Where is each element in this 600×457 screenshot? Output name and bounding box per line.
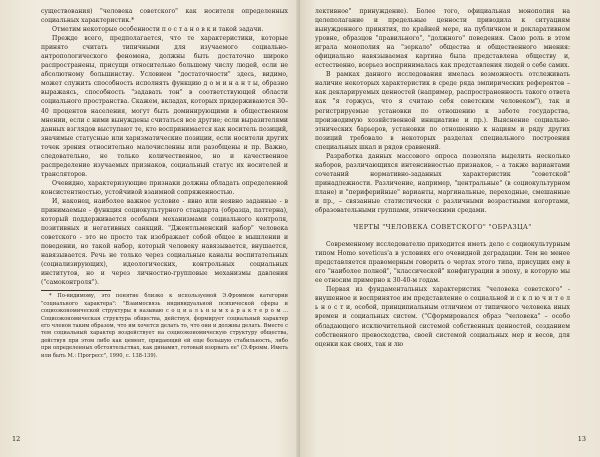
paragraph: Очевидно, характеризующие признаки должны обладать определенной консистентностью, устойчивой взаимной сопряженностью. [41, 179, 288, 196]
right-page [300, 0, 600, 457]
paragraph: В рамках данного исследования имелась возможность отслеживать наличие некоторых характеристик в среде ряда эмпирических референтов – как декларируемых ценностей (например, распространенность такого ответа как "я горжусь, что я считаю себя советским человеком"), так и регистрируемые установки по отношению к заботе государства, производимую хозяйственной инициативе и пр.). Выяснение социально-этнических барьеров, установки по отношению к нациям и ряду других позиций требовало в некоторых разделах специального построения специальных шкал и рядов сравнений. [315, 71, 570, 151]
page-number: 13 [577, 435, 586, 443]
footnote [41, 293, 288, 360]
paragraph: Разработка данных массового опроса позволяла выделить несколько наборов, различающихся интенсивностью признаков, – а также вариантами сочетаний нормативно-заданных характеристик "советской" принадлежности. Различение, например, "центральные" (в социокультурном плане) и "периферийные" варианты, маргинальные, переходные, смешанные и пр., – связанные статистически с различными возрастными когортами, образовательными группами, этническими средами. [315, 152, 570, 215]
page-number: 12 [12, 435, 21, 443]
paragraph: Первая из фундаментальных характеристик "человека советского" - внушенное и воспринятое им представление о социальной и с к л ю ч и т е л ь н о с т и, особой, принципиальным отличием от типичного человека иных времен и социальных систем. ("Сформировался образ "человека" – особо обладающего исключительной системой собственных ценностей, созданием собственного превосходства, своей системой социальных мер и весов, для оценки как своих, так и лю [315, 286, 570, 348]
paragraph: Прежде всего, предполагается, что те характеристики, которые принято считать типичными для изучаемого социально-антропологического феномена, должны быть достаточно широко распространены, присущи относительно большому числу людей, если не абсолютному большинству. Условием "достаточности" здесь, видимо, может служить способность исполнять функцию д о м и н а н т ы, образно выражаясь, способность "задавать тон" в соответствующей области социального пространства. Скажем, вкладах, которых придерживаются 30–40 процентов населения, могут быть доминирующими в общественном мнении, если с ними вынуждены считаться все другие; если выразителями данных взглядов выступают те, кто воспринимается как носитель позиций, значимые статусные или харизматические позиции, если носители других точек зрения относительно малочисленны или разобщены и пр. Важно, следовательно, не только количественное, но и качественное распределение изучаемых признаков, социальный статус их носителей и трансляторов. [41, 35, 288, 178]
footnote-text: * По-видимому, это понятие близко к используемой Э.Фроммом категории "социального характера": "Взаимосвязь индивидуальной психической сферы и социоэкономической структуры я называю с о ц и а л ь н ы м х а р а к т е р о м ... Социоэкономическая структура общества, действуя, формирует социальный характер его членов таким образом, что им хочется делать то, что они и должны делать. Вместе с тем социальный характер воздействует на социоэкономическую структуру общества, действуя при этом либо как цемент, придающий ей еще большую стабильность, либо при определенных обстоятельствах, как динамит, готовый взорвать ее" (Э.Фромм. Иметь или быть М.: Прогресс", 1990, с. 138-139). [41, 293, 288, 359]
paragraph: существования) "человека советского" как носителя определенных социальных характеристик.* [41, 8, 288, 25]
section-heading: ЧЕРТЫ "ЧЕЛОВЕКА СОВЕТСКОГО" "ОБРАЗЦА" [353, 223, 532, 232]
footnote-divider [41, 290, 111, 291]
paragraph: лективное" принуждение). Более того, официальная монополия на целеполагание и предельные ценности приводила к ситуациям вынужденного принятия, по крайней мере, на публичном и декларативном уровне, образцов "правильного", "должного" поведения. Свою роль в этом играла монополия на "зеркало" общества и общественного мнения: официально навязываемая картина была представлена обществу и, естественно, всерьез воспринималась как представления людей о себе самих. [315, 8, 570, 70]
paragraph: И, наконец, наиболее важное условие - явно или неявно заданные - в принимаемые - функция социокультурного стандарта (образца, паттерна), который поддерживается особыми механизмами социального контроля, позитивных и негативных санкций. "Джентльменский набор" человека советского - это не просто так изображает собой общее в мышлении и поведении, но такой набор, который человеку навязывается, внушается, навязывается. Речь не только через социальные каналы воспитательных (социализирующих), идеологических, контрольных социальных институтов, но и через личностно-групповые механизмы давления ("самоконтроля"). [41, 197, 288, 287]
paragraph: Отметим некоторые особенности п о с т а н о в к и такой задачи. [52, 26, 264, 34]
paragraph: Современному исследователю приходится иметь дело с социокультурным типом Homo soveticus'а в условиях его очевидной деградации. Тем не менее представляется правомерным говорить о чертах этого типа, присущих ему в его "наиболее полной", "классической" конфигурации в эпоху, в которую мы ее относим примерно к 30-40-м годам. [315, 241, 570, 285]
